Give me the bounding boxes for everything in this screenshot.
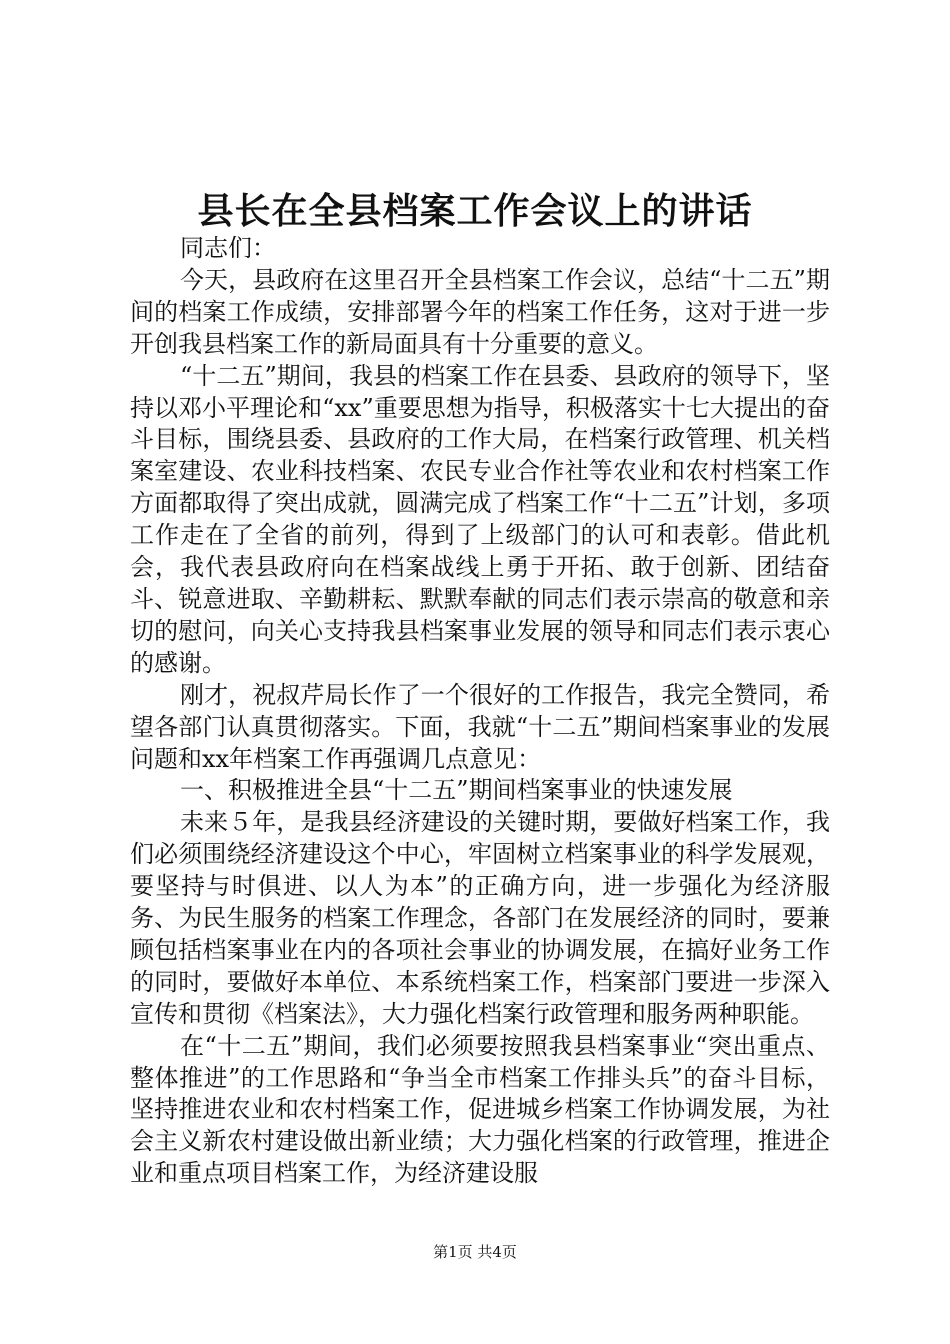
- document-title: 县长在全县档案工作会议上的讲话: [197, 190, 753, 232]
- body-paragraph: “十二五”期间，我县的档案工作在县委、县政府的领导下，坚持以邓小平理论和“xx”重要思想为指导，积极落实十七大提出的奋斗目标，围绕县委、县政府的工作大局，在档案行政管理、机关档案室建设、农业科技档案、农民专业合作社等农业和农村档案工作方面都取得了突出成就，圆满完成了档案工作“十二五”计划，多项工作走在了全省的前列，得到了上级部门的认可和表彰。借此机会，我代表县政府向在档案战线上勇于开拓、敢于创新、团结奋斗、锐意进取、辛勤耕耘、默默奉献的同志们表示崇高的敬意和亲切的慰问，向关心支持我县档案事业发展的领导和同志们表示衷心的感谢。: [130, 361, 830, 677]
- document-body: [130, 233, 830, 1190]
- body-paragraph: 未来５年，是我县经济建设的关键时期，要做好档案工作，我们必须围绕经济建设这个中心，牢固树立档案事业的科学发展观，要坚持与时俱进、以人为本”的正确方向，进一步强化为经济服务、为民生服务的档案工作理念，各部门在发展经济的同时，要兼顾包括档案事业在内的各项社会事业的协调发展，在搞好业务工作的同时，要做好本单位、本系统档案工作，档案部门要进一步深入宣传和贯彻《档案法》，大力强化档案行政管理和服务两种职能。: [130, 808, 830, 1028]
- body-paragraph: 今天，县政府在这里召开全县档案工作会议，总结“十二五”期间的档案工作成绩，安排部署今年的档案工作任务，这对于进一步开创我县档案工作的新局面具有十分重要的意义。: [130, 265, 830, 358]
- body-paragraph: 在“十二五”期间，我们必须要按照我县档案事业“突出重点、整体推进”的工作思路和“争当全市档案工作排头兵”的奋斗目标，坚持推进农业和农村档案工作，促进城乡档案工作协调发展，为社会主义新农村建设做出新业绩；大力强化档案的行政管理，推进企业和重点项目档案工作，为经济建设服: [130, 1031, 830, 1188]
- body-paragraph: 刚才，祝叔芹局长作了一个很好的工作报告，我完全赞同，希望各部门认真贯彻落实。下面，我就“十二五”期间档案事业的发展问题和xx年档案工作再强调几点意见：: [130, 680, 830, 773]
- salutation-paragraph: 同志们：: [180, 234, 276, 262]
- section-heading: 一、积极推进全县“十二五”期间档案事业的快速发展: [180, 776, 733, 805]
- page-footer: 第1页 共4页: [433, 1243, 517, 1261]
